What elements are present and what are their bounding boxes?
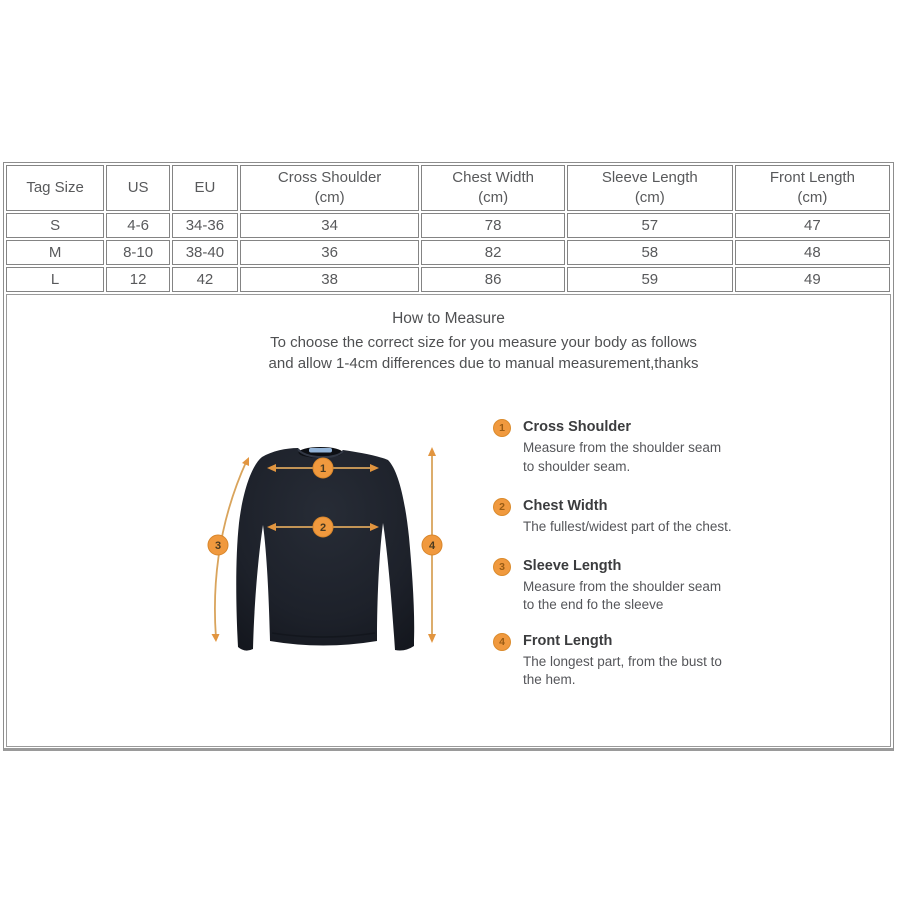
cell: M (6, 240, 104, 265)
table-header-row (6, 165, 890, 211)
legend-item-front-length (493, 633, 743, 690)
legend-title: Sleeve Length (523, 557, 622, 574)
cell: 38 (240, 267, 420, 292)
cell: 86 (421, 267, 564, 292)
legend-desc-line: Measure from the shoulder seam (523, 440, 722, 455)
legend-desc-line: The fullest/widest part of the chest. (523, 519, 732, 534)
cell: 49 (735, 267, 890, 292)
col-header-tag-size: Tag Size (6, 165, 104, 211)
instruction-line-2: and allow 1-4cm differences due to manual measurement,thanks (268, 354, 699, 372)
marker-4-label: 4 (428, 540, 436, 552)
cell: 47 (735, 213, 890, 238)
cell: 78 (421, 213, 564, 238)
legend-title: Chest Width (523, 498, 608, 514)
measurement-legend (493, 419, 743, 690)
how-to-measure-instructions (7, 333, 890, 374)
cell: 38-40 (172, 240, 238, 265)
cell: 59 (567, 267, 733, 292)
cell: 42 (172, 267, 238, 292)
how-to-measure-panel (6, 294, 891, 747)
cell: 48 (735, 240, 890, 265)
marker-1-label: 1 (319, 463, 327, 475)
legend-item-cross-shoulder (493, 419, 743, 476)
legend-desc-line: the hem. (523, 672, 576, 687)
marker-2-label: 2 (319, 522, 327, 534)
table-row-size-s (6, 213, 890, 238)
cell: 58 (567, 240, 733, 265)
cell: L (6, 267, 104, 292)
cell: 82 (421, 240, 564, 265)
legend-number-badge: 1 (493, 419, 511, 437)
cell: S (6, 213, 104, 238)
sweater-silhouette (236, 448, 414, 651)
col-header-chest-width: Chest Width (cm) (421, 165, 564, 211)
legend-desc-line: Measure from the shoulder seam (523, 578, 722, 594)
cell: 8-10 (106, 240, 170, 265)
legend-item-sleeve-length (493, 558, 743, 615)
col-header-us: US (106, 165, 170, 211)
col-header-eu: EU (172, 165, 238, 211)
cell: 34 (240, 213, 420, 238)
legend-title: Cross Shoulder (523, 419, 631, 435)
table-row-size-m (6, 240, 890, 265)
legend-desc-line: to the end fo the sleeve (523, 597, 664, 612)
legend-title: Front Length (523, 632, 613, 649)
cell: 4-6 (106, 213, 170, 238)
legend-item-chest-width (493, 498, 743, 537)
table-row-size-l (6, 267, 890, 292)
legend-number-badge: 4 (493, 633, 511, 651)
sweater-measurement-diagram (196, 435, 456, 665)
col-header-cross-shoulder: Cross Shoulder (cm) (240, 165, 420, 211)
legend-desc-line: to shoulder seam. (523, 458, 631, 474)
marker-3-label: 3 (214, 540, 222, 552)
instruction-line-1: To choose the correct size for you measure your body as follows (270, 334, 697, 351)
cell: 57 (567, 213, 733, 238)
col-header-front-length: Front Length (cm) (735, 165, 890, 211)
collar-tag (309, 448, 332, 453)
legend-number-badge: 2 (493, 498, 511, 516)
legend-desc-line: The longest part, from the bust to (523, 653, 722, 669)
how-to-measure-title: How to Measure (392, 310, 505, 327)
size-table (4, 163, 892, 294)
legend-number-badge: 3 (493, 558, 511, 576)
cell: 36 (240, 240, 420, 265)
cell: 34-36 (172, 213, 238, 238)
cell: 12 (106, 267, 170, 292)
col-header-sleeve-length: Sleeve Length (cm) (567, 165, 733, 211)
